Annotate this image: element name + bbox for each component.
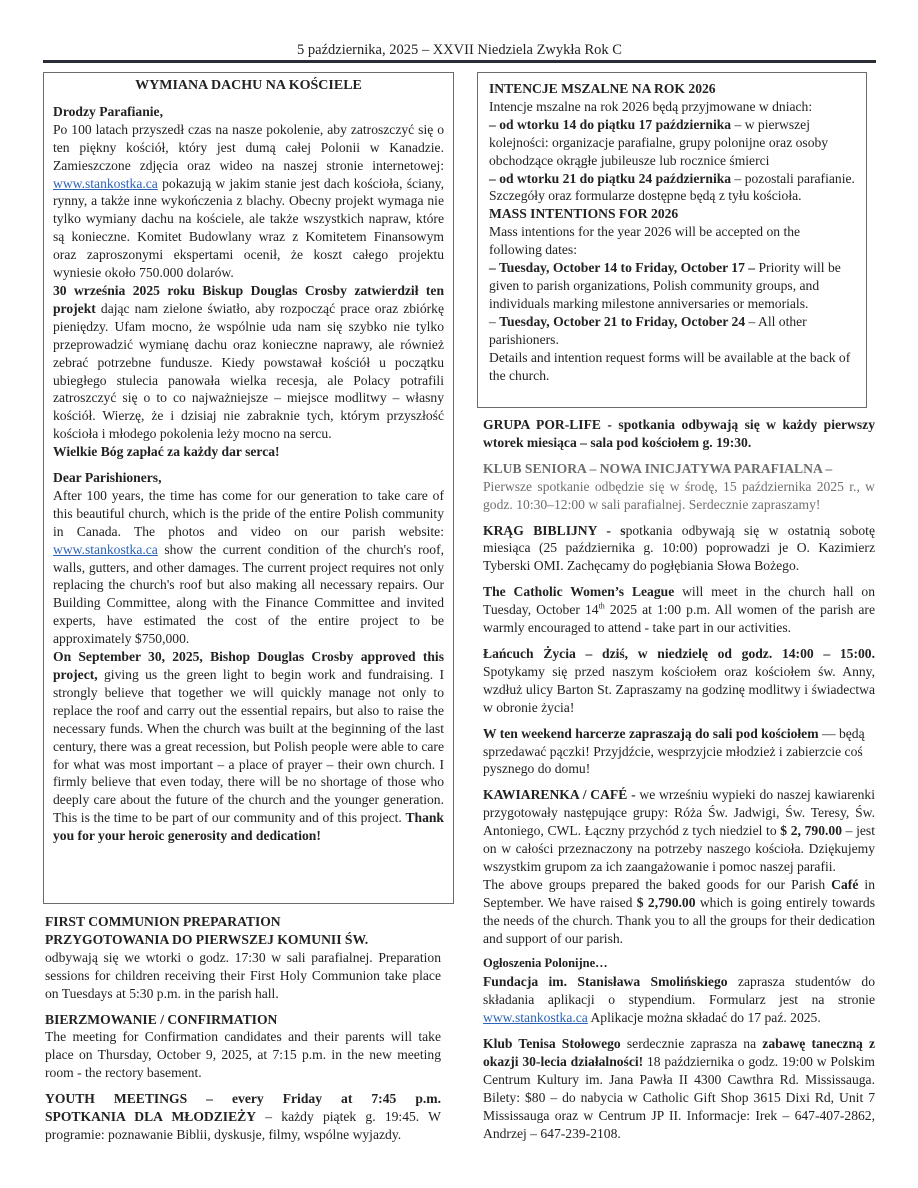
bible-title: KRĄG BIBLIJNY - s — [483, 522, 626, 538]
cafe-pl — [483, 786, 875, 876]
cafe-section — [483, 786, 875, 947]
chain-of-life-section — [483, 645, 875, 717]
roof-en-text: show the current condition of the church's roof, walls, gutters, and other damages. The current project requires not only replacing the church's roof but also making all necessary repairs. Our Building Committee, along with the Finance Committee and invited experts, have estimated the cost of the entire project to be approximately $750,000. — [53, 541, 444, 647]
website-link[interactable]: www.stankostka.ca — [53, 175, 158, 191]
roof-en-text: giving us the green light to begin work and fundraising. I strongly believe that together we will quickly manage not only to replace the roof and carry out the essential repairs, but also to raise the necessary funds. When the church was built at the beginning of the last century, there was a great recession, but Polish people were able to care for what was most important – a place of prayer – their own church. I firmly believe that even today, there will be no shortage of those who deeply care about the future of the church and the younger generation. This is the time to be part of our community and of this project. — [53, 667, 444, 826]
intentions-pl-text: – w pierwszej kolejności: organizacje parafialne, grupy polonijne oraz osoby obchodzące okrągłe jubileusze lub rocznice śmierci — [489, 116, 829, 168]
roof-pl-greeting: Drodzy Parafianie, — [53, 103, 163, 119]
seniors-body: Pierwsze spotkanie odbędzie się w środę, 15 października 2025 r., w godz. 10:30–12:00 w sali parafialnej. Serdecznie zapraszamy! — [483, 478, 875, 512]
intentions-pl-text: – pozostali parafianie. Szczegóły oraz formularze dostępne będą z tyłu kościoła. — [489, 170, 855, 204]
cafe-en-text: which is going entirely towards the needs of the church. Thank you to all the groups for their dedication and support of our parish. — [483, 894, 875, 946]
foundation-name: Fundacja im. Stanisława Smolińskiego — [483, 974, 728, 990]
communion-body: odbywają się we wtorki o godz. 17:30 w sali parafialnej. Preparation sessions for children receiving their First Holy Communion take place on Tuesdays at 5:30 p.m. in the parish hall. — [45, 949, 441, 1001]
scouts-body: — będą sprzedawać pączki! Przyjdźcie, wesprzyjcie młodzież i zabierzcie coś pysznego do domu! — [483, 725, 865, 777]
bible-body: potkania odbywają się w ostatnią sobotę miesiąca (25 października g. 10:00) poprowadzi je O. Kazimierz Tyberski OMI. Zachęcamy do pogłębiania Słowa Bożego. — [483, 522, 875, 574]
roof-en-text: After 100 years, the time has come for our generation to take care of this beautiful church, which is the pride of the entire Polish community in Canada. The photos and video on our parish website: — [53, 487, 444, 539]
seniors-title: KLUB SENIORA – NOWA INICJATYWA PARAFIALNA – — [483, 460, 833, 476]
scouts-section — [483, 725, 875, 779]
confirmation-body: The meeting for Confirmation candidates and their parents will take place on Thursday, October 9, 2025, at 7:15 p.m. in the new meeting room - the rectory basement. — [45, 1029, 441, 1081]
tennis-club-name: Klub Tenisa Stołowego — [483, 1036, 621, 1052]
intentions-pl-range-2 — [489, 170, 856, 206]
intentions-en-dash: – — [489, 313, 500, 329]
roof-pl-approval: 30 września 2025 roku Biskup Douglas Crosby zatwierdził ten projekt — [53, 282, 444, 316]
cafe-pl-amount: $ 2, 790.00 — [780, 823, 842, 839]
roof-pl-closing: Wielkie Bóg zapłać za każdy dar serca! — [53, 444, 280, 460]
roof-en-paragraph-2 — [53, 648, 444, 845]
cafe-en — [483, 876, 875, 948]
communion-title-en: FIRST COMMUNION PREPARATION — [45, 914, 281, 929]
intentions-pl-title: INTENCJE MSZALNE NA ROK 2026 — [489, 81, 716, 96]
chain-body: Spotykamy się przed naszym kościołem oraz kościołem św. Anny, wzdłuż ulicy Barton St. Zapraszamy na godzinę modlitwy i świadectwa w obronie życia! — [483, 663, 875, 715]
confirmation-title: BIERZMOWANIE / CONFIRMATION — [45, 1011, 278, 1027]
roof-en-greeting: Dear Parishioners, — [53, 470, 162, 486]
roof-en-closing: Thank you for your heroic generosity and dedication! — [53, 810, 444, 844]
cwl-body: 2025 at 1:00 p.m. All women of the parish are warmly encouraged to attend - take part in our activities. — [483, 602, 875, 636]
bulletin-header: 5 października, 2025 – XXVII Niedziela Zwykła Rok C — [297, 42, 622, 58]
roof-pl-text: dając nam zielone światło, aby rozpocząć prace oraz zbiórkę pieniędzy. Ufam mocno, że wspólnie uda nam się szybko nie tylko przeprowadzić wymianę dachu oraz konieczne naprawy, ale również zebrać potrzebne fundusze. Kiedy powstawał kościół u początku ubiegłego stulecia panowała wielka recesja, ale Polacy potrafili zatroszczyć się o to co najważniejsze – miejsce modlitwy – własny kościół. Wierzę, że i dzisiaj nie zabraknie tych, którym przyszłość kościoła i młodego pokolenia leży mocno na sercu. — [53, 300, 444, 442]
cafe-title: KAWIARENKA / CAFÉ - — [483, 787, 636, 803]
communion-section — [45, 913, 441, 1003]
porlife-section: GRUPA POR-LIFE - spotkania odbywają się w każdy pierwszy wtorek miesiąca – sala pod kościołem g. 19:30. — [483, 417, 875, 450]
intentions-en-text: – All other parishioners. — [489, 313, 807, 347]
foundation-text: zaprasza studentów do składania aplikacji o stypendium. Formularz jest na stronie — [483, 974, 875, 1008]
cwl-ordinal: th — [598, 601, 605, 611]
website-link[interactable]: www.stankostka.ca — [53, 541, 158, 557]
roof-title: WYMIANA DACHU NA KOŚCIELE — [135, 78, 362, 93]
chain-title: Łańcuch Życia – dziś, w niedzielę od godz. 14:00 – 15:00. — [483, 645, 875, 661]
intentions-en-text: Priority will be given to parish organizations, Polish community groups, and individuals marking milestone anniversaries or memorials. — [489, 260, 841, 311]
communion-title-pl: PRZYGOTOWANIA DO PIERWSZEJ KOMUNII ŚW. — [45, 931, 369, 947]
intentions-en-dates-1: – Tuesday, October 14 to Friday, October 17 – — [489, 260, 756, 276]
roof-pl-text: Po 100 latach przyszedł czas na nasze pokolenie, aby zatroszczyć się o ten piękny kościół, który jest dumą całej Polonii w Kanadzie. Zamieszczone zdjęcia oraz wideo na naszej stronie internetowej: — [53, 121, 444, 173]
cafe-en-text: in September. We have raised — [483, 876, 875, 910]
intentions-pl-dates-1: – od wtorku 14 do piątku 17 października — [489, 116, 732, 132]
foundation-text: Aplikacje można składać do 17 paź. 2025. — [587, 1010, 821, 1026]
mass-intentions-box — [477, 72, 867, 408]
cafe-pl-text: – jest on w całości przeznaczony na potrzeby naszego kościoła. Dziękujemy wszystkim grupom za ich zaangażowanie i pomoc naszej parafii. — [483, 823, 875, 874]
roof-pl-paragraph-1 — [53, 121, 444, 282]
right-column-announcements — [483, 416, 875, 1143]
youth-section — [45, 1090, 441, 1144]
tennis-event: zabawę taneczną z okazji 30-lecia działalności! — [483, 1036, 876, 1069]
intentions-en-intro: Mass intentions for the year 2026 will be accepted on the following dates: — [489, 224, 801, 258]
header-rule — [43, 60, 876, 63]
cafe-en-text: The above groups prepared the baked goods for our Parish — [483, 876, 832, 892]
intentions-en-range-2 — [489, 313, 856, 349]
left-column-announcements — [45, 913, 441, 1144]
roof-en-paragraph-1 — [53, 487, 444, 648]
cwl-body: will meet in the church hall on Tuesday, October 14 — [483, 584, 875, 618]
youth-body-line — [45, 1108, 441, 1144]
cafe-en-amount: $ 2,790.00 — [636, 894, 696, 910]
foundation-paragraph — [483, 973, 875, 1027]
intentions-en-range-1 — [489, 259, 856, 313]
intentions-pl-range-1 — [489, 116, 856, 170]
polonia-section — [483, 955, 875, 1027]
youth-title-en: YOUTH MEETINGS – every Friday at 7:45 p.m. — [45, 1091, 441, 1107]
intentions-pl-dates-2: – od wtorku 21 do piątku 24 października — [489, 170, 732, 186]
polonia-title: Ogłoszenia Polonijne… — [483, 956, 608, 971]
confirmation-section — [45, 1011, 441, 1083]
intentions-en-title: MASS INTENTIONS FOR 2026 — [489, 206, 679, 222]
tennis-club-section — [483, 1035, 875, 1142]
youth-title-pl: SPOTKANIA DLA MŁODZIEŻY — [45, 1109, 257, 1125]
bible-section — [483, 522, 875, 576]
cafe-pl-text: we wrześniu wypieki do naszej kawiarenki przygotowały następujące grupy: Róża Św. Jadwigi, Św. Teresy, Św. Antoniego, CWL. Łączny przychód z tych niedziel to — [483, 787, 875, 839]
roof-pl-text: pokazują w jakim stanie jest dach kościoła, ściany, rynny, a także inne wykończenia z blachy. Obecny projekt wymaga nie tylko wymiany dachu na kościele, ale także wszystkich napraw, które są konieczne. Komitet Budowlany wraz z Komitetem Finansowym oraz zaproszonymi ekspertami ocenił, że koszt całego projektu wyniesie około 750.000 dolarów. — [53, 175, 444, 281]
tennis-text: serdecznie zaprasza na — [620, 1036, 763, 1052]
tennis-text: 18 października o godz. 19:00 w Polskim Centrum Kultury im. Jana Pawła II 4300 Cawthra Rd. Mississauga. Bilety: $80 – do nabycia w Catholic Gift Shop 3615 Dixi Rd, Unit 7 Mississauga oraz w Centrum JP II. Informacje: Irek – 647-407-2862, Andrzej – 647-239-2108. — [483, 1054, 875, 1141]
roof-replacement-box — [43, 72, 454, 904]
roof-en-approval: On September 30, 2025, Bishop Douglas Crosby approved this project, — [53, 649, 444, 682]
cwl-title: The Catholic Women’s League — [483, 584, 675, 600]
seniors-section — [483, 460, 875, 514]
roof-pl-paragraph-2 — [53, 282, 444, 443]
intentions-en-footer: Details and intention request forms will be available at the back of the church. — [489, 349, 851, 383]
intentions-pl-intro: Intencje mszalne na rok 2026 będą przyjmowane w dniach: — [489, 98, 813, 114]
cafe-en-label: Café — [831, 876, 859, 892]
cwl-section — [483, 583, 875, 637]
youth-body: – każdy piątek g. 19:45. W programie: poznawanie Biblii, dyskusje, filmy, wspólne wyjazdy. — [45, 1109, 441, 1142]
intentions-en-dates-2: Tuesday, October 21 to Friday, October 24 — [499, 313, 746, 329]
website-link[interactable]: www.stankostka.ca — [483, 1010, 588, 1026]
scouts-title: W ten weekend harcerze zapraszają do sali pod kościołem — [483, 725, 819, 741]
